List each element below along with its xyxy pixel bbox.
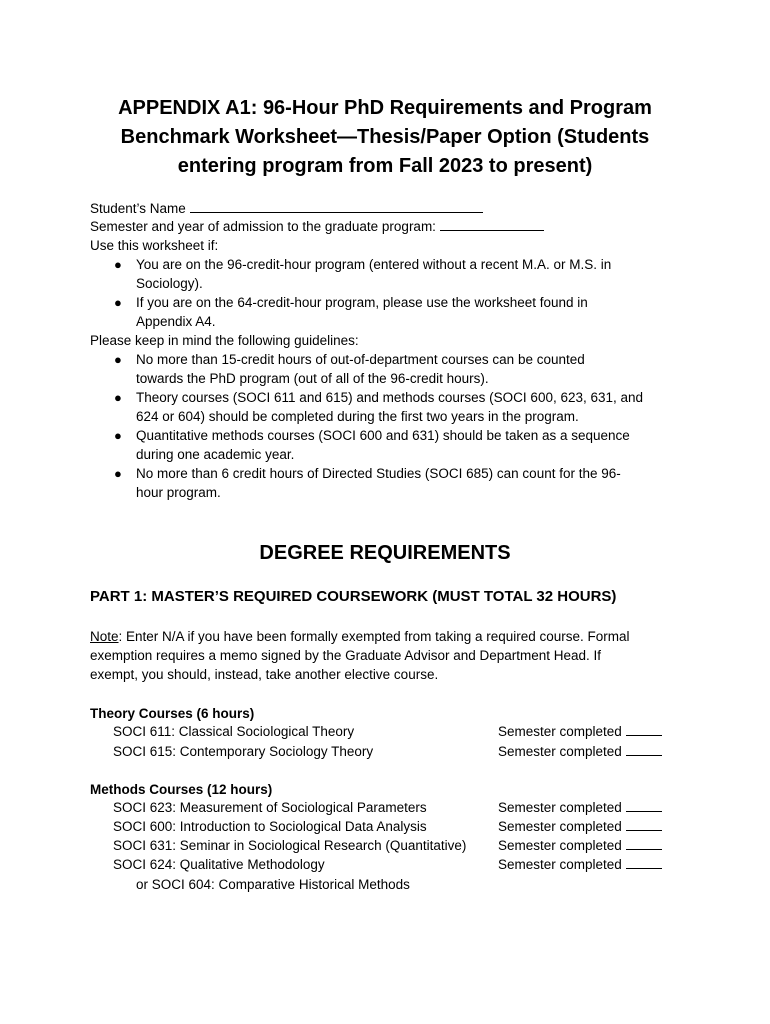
list-item-continued: during one academic year. xyxy=(136,447,295,462)
admission-field[interactable] xyxy=(440,217,544,231)
guidelines-heading: Please keep in mind the following guidelines: xyxy=(90,333,359,348)
course-name: SOCI 623: Measurement of Sociological Parameters xyxy=(113,800,427,815)
note-label: Note xyxy=(90,629,119,644)
course-name: SOCI 600: Introduction to Sociological Data Analysis xyxy=(113,819,427,834)
bullet-icon: ● xyxy=(114,390,122,405)
part1-heading: PART 1: MASTER’S REQUIRED COURSEWORK (MUST TOTAL 32 HOURS) xyxy=(90,588,617,605)
bullet-icon: ● xyxy=(114,466,122,481)
document-title: APPENDIX A1: 96-Hour PhD Requirements and Program Benchmark Worksheet—Thesis/Paper Option (Students entering program from Fall 2023 to present) xyxy=(118,97,652,177)
semester-completed-label: Semester completed xyxy=(498,819,622,834)
list-item-continued: 624 or 604) should be completed during the first two years in the program. xyxy=(136,409,579,424)
admission-label: Semester and year of admission to the graduate program: xyxy=(90,219,436,234)
course-name: SOCI 631: Seminar in Sociological Research (Quantitative) xyxy=(113,838,467,853)
semester-completed-field[interactable] xyxy=(626,742,662,756)
note-text-continued: exempt, you should, instead, take another elective course. xyxy=(90,667,439,682)
list-item-continued: Sociology). xyxy=(136,276,203,291)
semester-completed-field[interactable] xyxy=(626,722,662,736)
list-item: Quantitative methods courses (SOCI 600 and 631) should be taken as a sequence xyxy=(136,428,630,443)
student-name-line xyxy=(90,199,483,218)
list-item: You are on the 96-credit-hour program (entered without a recent M.A. or M.S. in xyxy=(136,257,612,272)
use-if-heading: Use this worksheet if: xyxy=(90,238,219,253)
course-name: SOCI 611: Classical Sociological Theory xyxy=(113,724,355,739)
theory-courses-heading: Theory Courses (6 hours) xyxy=(90,706,255,721)
note-line xyxy=(90,627,630,646)
semester-completed-row xyxy=(498,855,662,874)
bullet-icon: ● xyxy=(114,295,122,310)
semester-completed-row xyxy=(498,817,662,836)
list-item: Theory courses (SOCI 611 and 615) and methods courses (SOCI 600, 623, 631, and xyxy=(136,390,644,405)
semester-completed-row xyxy=(498,798,662,817)
semester-completed-field[interactable] xyxy=(626,836,662,850)
bullet-icon: ● xyxy=(114,257,122,272)
list-item: If you are on the 64-credit-hour program, please use the worksheet found in xyxy=(136,295,588,310)
list-item-continued: hour program. xyxy=(136,485,221,500)
list-item: No more than 6 credit hours of Directed Studies (SOCI 685) can count for the 96- xyxy=(136,466,621,481)
semester-completed-field[interactable] xyxy=(626,817,662,831)
semester-completed-label: Semester completed xyxy=(498,744,622,759)
semester-completed-label: Semester completed xyxy=(498,724,622,739)
semester-completed-row xyxy=(498,836,662,855)
list-item: No more than 15-credit hours of out-of-department courses can be counted xyxy=(136,352,585,367)
semester-completed-row xyxy=(498,742,662,761)
course-name: SOCI 615: Contemporary Sociology Theory xyxy=(113,744,374,759)
note-text: : Enter N/A if you have been formally exempted from taking a required course. Formal xyxy=(118,629,630,644)
degree-requirements-heading: DEGREE REQUIREMENTS xyxy=(259,542,511,564)
note-text-continued: exemption requires a memo signed by the Graduate Advisor and Department Head. If xyxy=(90,648,602,663)
semester-completed-label: Semester completed xyxy=(498,838,622,853)
semester-completed-field[interactable] xyxy=(626,798,662,812)
semester-completed-field[interactable] xyxy=(626,855,662,869)
alternate-course-name: or SOCI 604: Comparative Historical Methods xyxy=(136,877,410,892)
course-name: SOCI 624: Qualitative Methodology xyxy=(113,857,325,872)
semester-completed-label: Semester completed xyxy=(498,857,622,872)
bullet-icon: ● xyxy=(114,352,122,367)
semester-completed-row xyxy=(498,722,662,741)
semester-completed-label: Semester completed xyxy=(498,800,622,815)
student-name-label: Student’s Name xyxy=(90,201,186,216)
list-item-continued: towards the PhD program (out of all of the 96-credit hours). xyxy=(136,371,489,386)
list-item-continued: Appendix A4. xyxy=(136,314,216,329)
admission-line xyxy=(90,217,544,236)
bullet-icon: ● xyxy=(114,428,122,443)
student-name-field[interactable] xyxy=(190,199,483,213)
methods-courses-heading: Methods Courses (12 hours) xyxy=(90,782,273,797)
